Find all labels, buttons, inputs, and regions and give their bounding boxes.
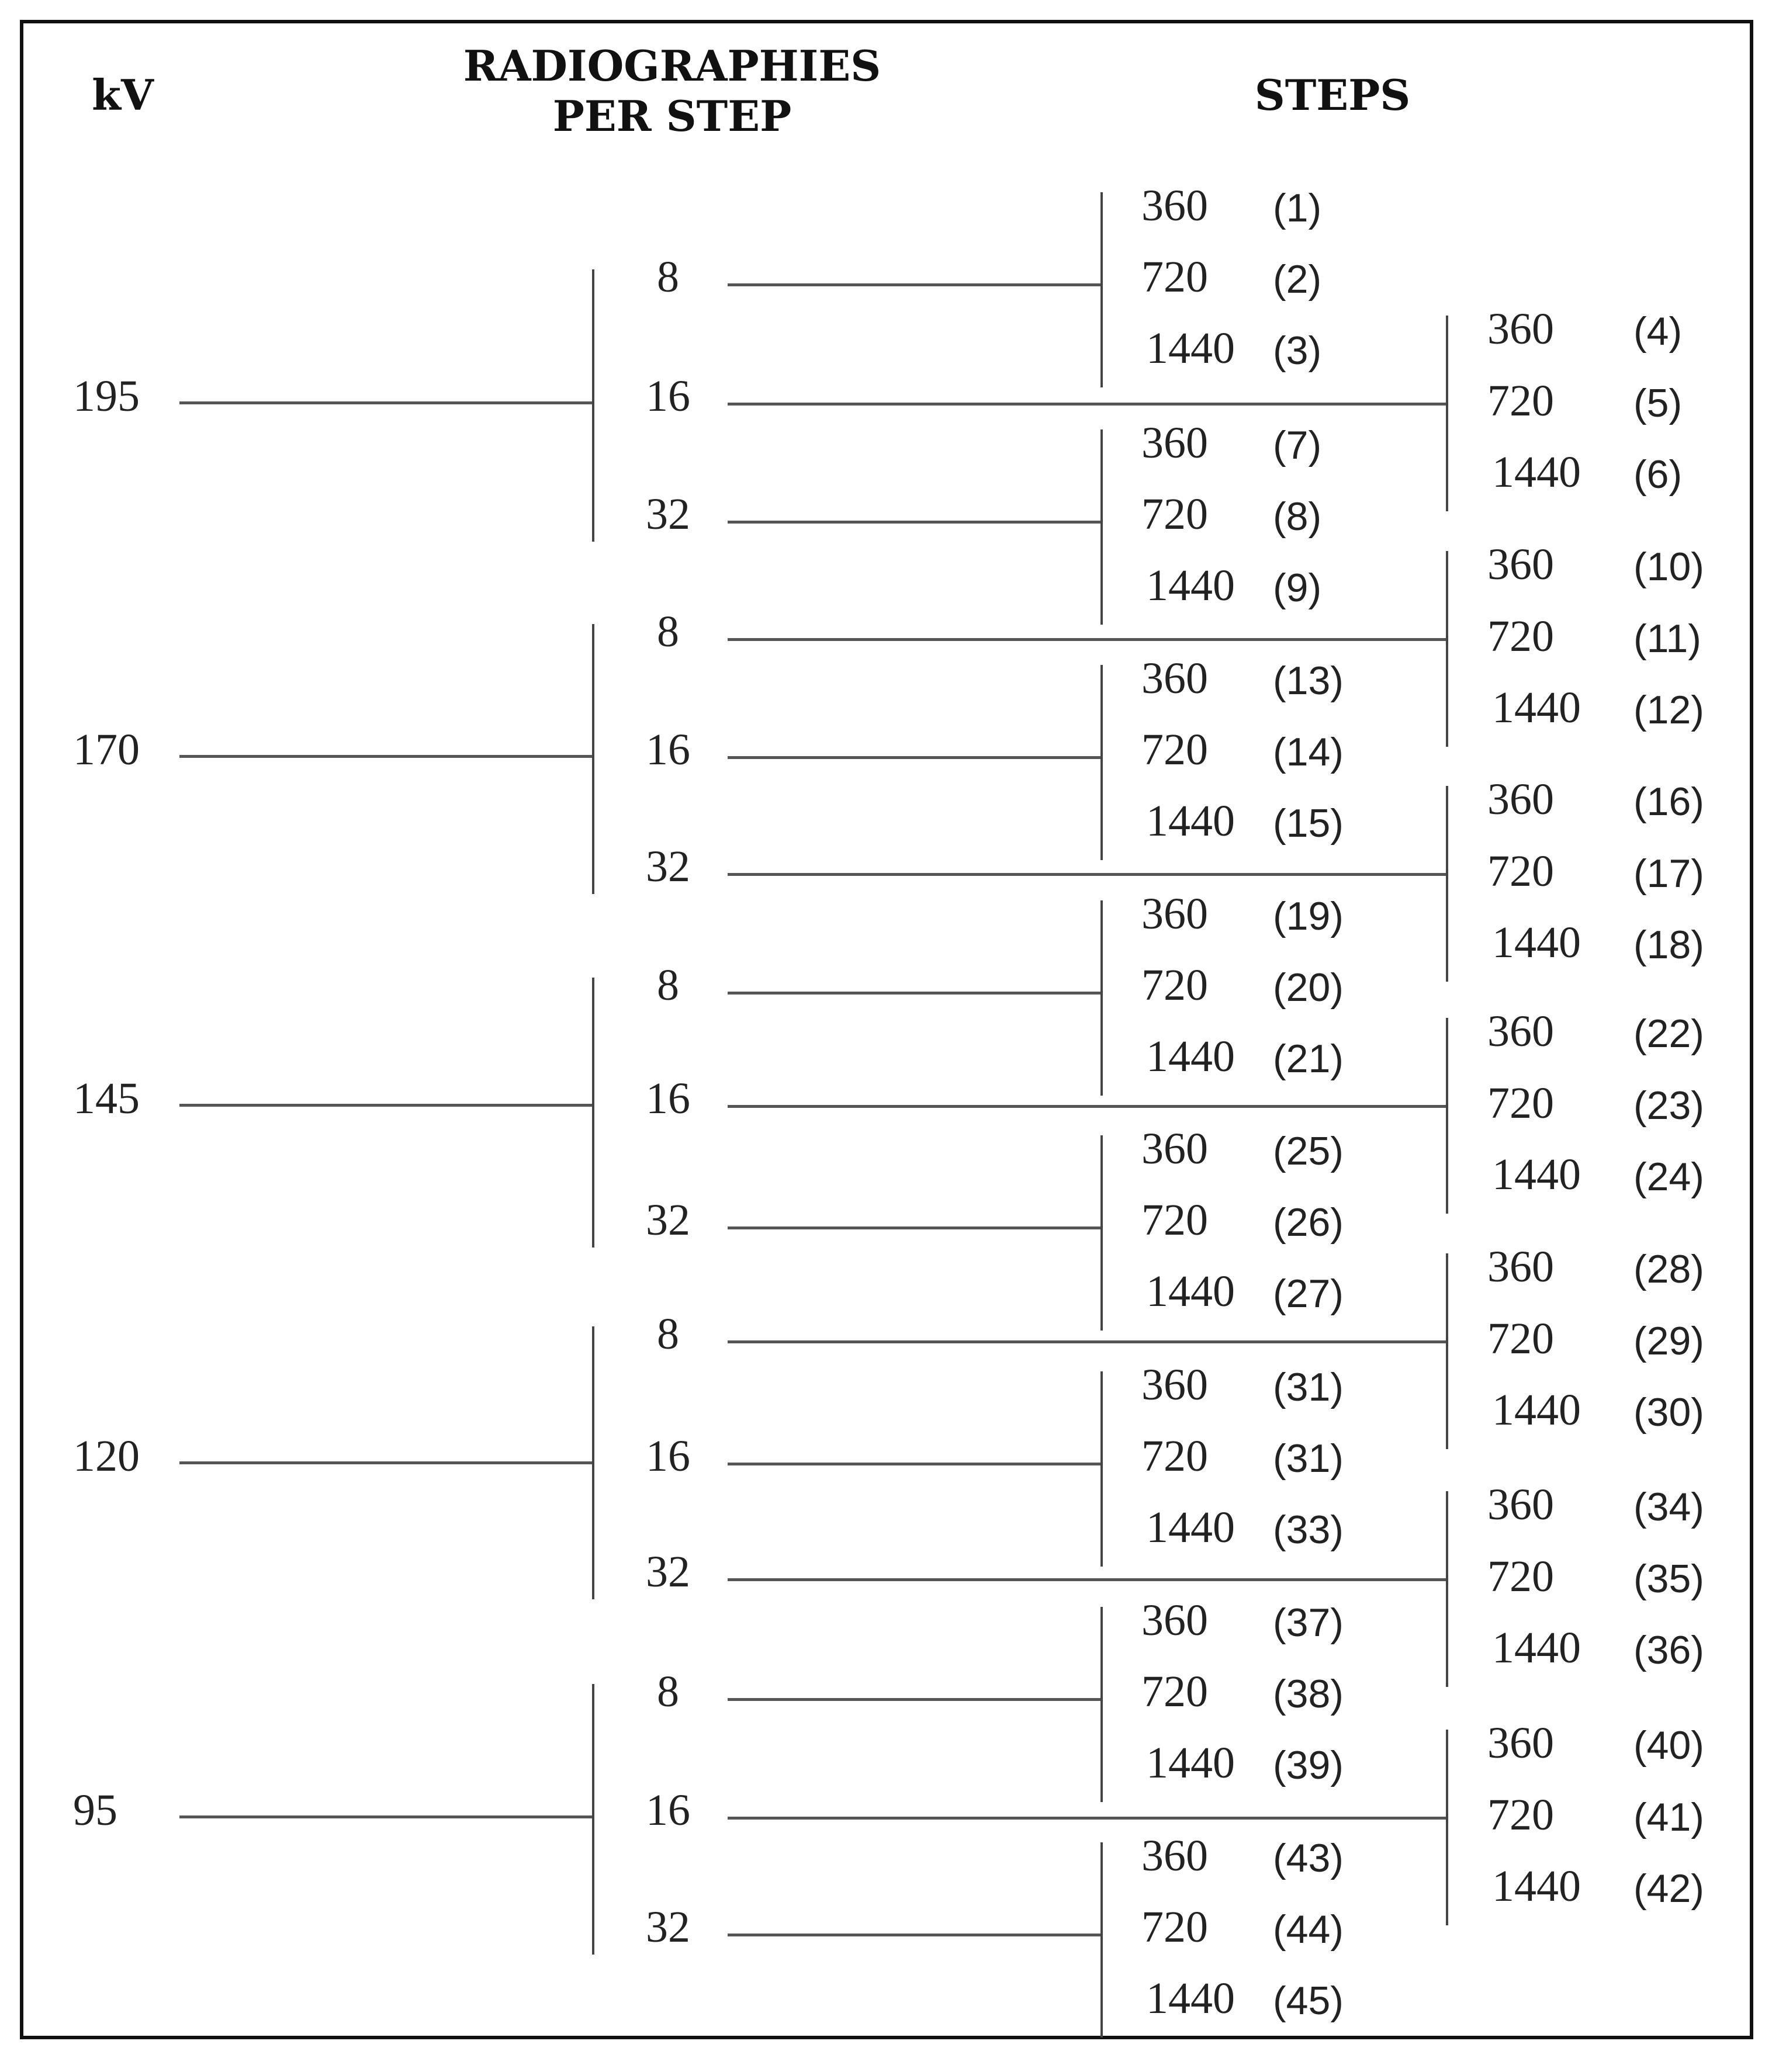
step-index: (7)	[1273, 423, 1322, 467]
step-index: (22)	[1633, 1011, 1704, 1056]
step-index: (17)	[1633, 851, 1704, 896]
rad-label: 8	[657, 607, 679, 656]
kv-bracket-line	[592, 269, 594, 542]
rad-label: 32	[646, 1903, 690, 1952]
steps-bracket-line	[1100, 192, 1103, 387]
step-index: (16)	[1633, 779, 1704, 824]
step-value: 1440	[1146, 561, 1235, 610]
steps-bracket-line	[1100, 665, 1103, 860]
step-index: (11)	[1633, 616, 1701, 661]
step-value: 360	[1487, 1718, 1554, 1768]
step-value: 360	[1487, 540, 1554, 589]
step-index: (30)	[1633, 1390, 1704, 1435]
step-value: 360	[1487, 1007, 1554, 1056]
step-index: (24)	[1633, 1155, 1704, 1199]
steps-bracket-line	[1100, 429, 1103, 625]
step-value: 720	[1141, 1196, 1208, 1245]
step-index: (12)	[1633, 688, 1704, 732]
step-index: (44)	[1273, 1907, 1344, 1952]
rad-connector-line	[728, 1340, 1446, 1343]
header-radiographies-line1: RADIOGRAPHIES	[463, 41, 881, 91]
rad-label: 8	[657, 961, 679, 1010]
rad-connector-line	[728, 1817, 1446, 1820]
rad-connector-line	[728, 1226, 1100, 1229]
rad-label: 32	[646, 1196, 690, 1245]
step-index: (25)	[1273, 1129, 1344, 1173]
step-index: (33)	[1273, 1508, 1344, 1552]
kv-label: 95	[73, 1786, 117, 1835]
step-index: (39)	[1273, 1743, 1344, 1787]
header-radiographies-line2: PER STEP	[552, 91, 792, 141]
step-value: 1440	[1146, 1738, 1235, 1787]
step-index: (27)	[1273, 1271, 1344, 1316]
step-index: (45)	[1273, 1979, 1344, 2023]
steps-bracket-line	[1446, 1730, 1448, 1925]
steps-bracket-line	[1100, 1135, 1103, 1330]
kv-connector-line	[179, 1815, 592, 1818]
rad-connector-line	[728, 1698, 1100, 1701]
step-index: (42)	[1633, 1866, 1704, 1911]
step-value: 360	[1141, 654, 1208, 703]
step-index: (9)	[1273, 566, 1322, 610]
steps-bracket-line	[1446, 1253, 1448, 1449]
kv-label: 120	[73, 1432, 140, 1481]
step-value: 720	[1141, 1903, 1208, 1952]
step-value: 1440	[1146, 1032, 1235, 1081]
step-index: (15)	[1273, 801, 1344, 846]
step-value: 360	[1487, 775, 1554, 824]
step-value: 720	[1141, 490, 1208, 539]
step-index: (21)	[1273, 1037, 1344, 1081]
step-index: (20)	[1273, 965, 1344, 1010]
rad-label: 32	[646, 490, 690, 539]
step-index: (5)	[1633, 381, 1683, 425]
step-value: 360	[1141, 889, 1208, 938]
step-value: 1440	[1146, 324, 1235, 373]
step-index: (35)	[1633, 1557, 1704, 1601]
rad-connector-line	[728, 992, 1100, 995]
step-index: (19)	[1273, 894, 1344, 938]
step-value: 1440	[1146, 1974, 1235, 2023]
rad-connector-line	[728, 1463, 1100, 1465]
step-value: 360	[1141, 1831, 1208, 1880]
step-index: (3)	[1273, 328, 1322, 373]
step-index: (26)	[1273, 1200, 1344, 1245]
rad-label: 16	[646, 725, 690, 774]
steps-bracket-line	[1446, 316, 1448, 511]
kv-connector-line	[179, 1461, 592, 1464]
kv-label: 195	[73, 372, 140, 421]
step-value: 720	[1487, 1079, 1554, 1128]
rad-label: 8	[657, 1667, 679, 1716]
kv-label: 145	[73, 1074, 140, 1123]
step-value: 720	[1487, 376, 1554, 425]
step-value: 720	[1487, 1790, 1554, 1839]
step-value: 360	[1141, 1596, 1208, 1645]
step-value: 720	[1141, 1432, 1208, 1481]
kv-bracket-line	[592, 1684, 594, 1955]
step-index: (41)	[1633, 1795, 1704, 1839]
step-value: 720	[1487, 847, 1554, 896]
steps-bracket-line	[1100, 900, 1103, 1096]
step-index: (13)	[1273, 659, 1344, 703]
step-value: 360	[1487, 1480, 1554, 1529]
step-value: 1440	[1146, 1267, 1235, 1316]
rad-connector-line	[728, 873, 1446, 876]
rad-connector-line	[728, 283, 1100, 286]
step-value: 720	[1487, 1552, 1554, 1601]
step-value: 360	[1141, 1360, 1208, 1409]
step-value: 720	[1141, 252, 1208, 302]
step-value: 360	[1487, 304, 1554, 354]
step-value: 720	[1141, 725, 1208, 774]
step-value: 1440	[1492, 1150, 1581, 1199]
rad-connector-line	[728, 403, 1446, 406]
steps-bracket-line	[1100, 1842, 1103, 2038]
kv-bracket-line	[592, 1326, 594, 1599]
step-index: (6)	[1633, 452, 1683, 497]
step-index: (43)	[1273, 1836, 1344, 1880]
step-index: (34)	[1633, 1485, 1704, 1529]
kv-label: 170	[73, 725, 140, 774]
step-value: 1440	[1492, 1862, 1581, 1911]
step-index: (10)	[1633, 545, 1704, 589]
steps-bracket-line	[1100, 1371, 1103, 1567]
step-value: 1440	[1492, 683, 1581, 732]
steps-bracket-line	[1446, 786, 1448, 982]
steps-bracket-line	[1446, 551, 1448, 747]
step-index: (23)	[1633, 1083, 1704, 1128]
rad-label: 8	[657, 252, 679, 302]
rad-connector-line	[728, 1934, 1100, 1936]
step-index: (38)	[1273, 1672, 1344, 1716]
step-index: (4)	[1633, 309, 1683, 354]
step-index: (1)	[1273, 186, 1322, 230]
step-value: 360	[1487, 1242, 1554, 1291]
step-index: (14)	[1273, 730, 1344, 774]
step-index: (29)	[1633, 1319, 1704, 1363]
kv-bracket-line	[592, 624, 594, 894]
steps-bracket-line	[1100, 1607, 1103, 1802]
step-value: 720	[1487, 1314, 1554, 1363]
step-index: (18)	[1633, 923, 1704, 967]
rad-connector-line	[728, 756, 1100, 759]
step-index: (31)	[1273, 1436, 1344, 1481]
step-index: (2)	[1273, 257, 1322, 302]
step-value: 360	[1141, 1124, 1208, 1173]
rad-label: 16	[646, 372, 690, 421]
rad-connector-line	[728, 1578, 1446, 1581]
step-index: (31)	[1273, 1365, 1344, 1409]
header-radiographies	[438, 41, 906, 141]
kv-bracket-line	[592, 978, 594, 1248]
step-index: (8)	[1273, 494, 1322, 539]
step-value: 1440	[1492, 448, 1581, 497]
step-value: 720	[1141, 1667, 1208, 1716]
rad-connector-line	[728, 1105, 1446, 1108]
rad-label: 16	[646, 1432, 690, 1481]
rad-label: 8	[657, 1309, 679, 1359]
step-value: 360	[1141, 181, 1208, 230]
step-value: 1440	[1146, 1503, 1235, 1552]
step-index: (28)	[1633, 1247, 1704, 1291]
kv-connector-line	[179, 401, 592, 404]
kv-connector-line	[179, 755, 592, 758]
step-value: 1440	[1146, 796, 1235, 846]
header-kv: kV	[92, 70, 154, 120]
steps-bracket-line	[1446, 1491, 1448, 1687]
step-value: 1440	[1492, 918, 1581, 967]
step-value: 1440	[1492, 1385, 1581, 1435]
step-index: (36)	[1633, 1628, 1704, 1672]
steps-bracket-line	[1446, 1018, 1448, 1214]
rad-connector-line	[728, 638, 1446, 641]
rad-label: 32	[646, 842, 690, 891]
step-value: 360	[1141, 418, 1208, 467]
step-index: (37)	[1273, 1600, 1344, 1645]
rad-label: 16	[646, 1786, 690, 1835]
rad-connector-line	[728, 521, 1100, 524]
step-value: 720	[1141, 961, 1208, 1010]
rad-label: 32	[646, 1547, 690, 1596]
step-value: 1440	[1492, 1623, 1581, 1672]
step-index: (40)	[1633, 1723, 1704, 1768]
kv-connector-line	[179, 1104, 592, 1107]
header-steps: STEPS	[1254, 70, 1411, 120]
step-value: 720	[1487, 612, 1554, 661]
rad-label: 16	[646, 1074, 690, 1123]
